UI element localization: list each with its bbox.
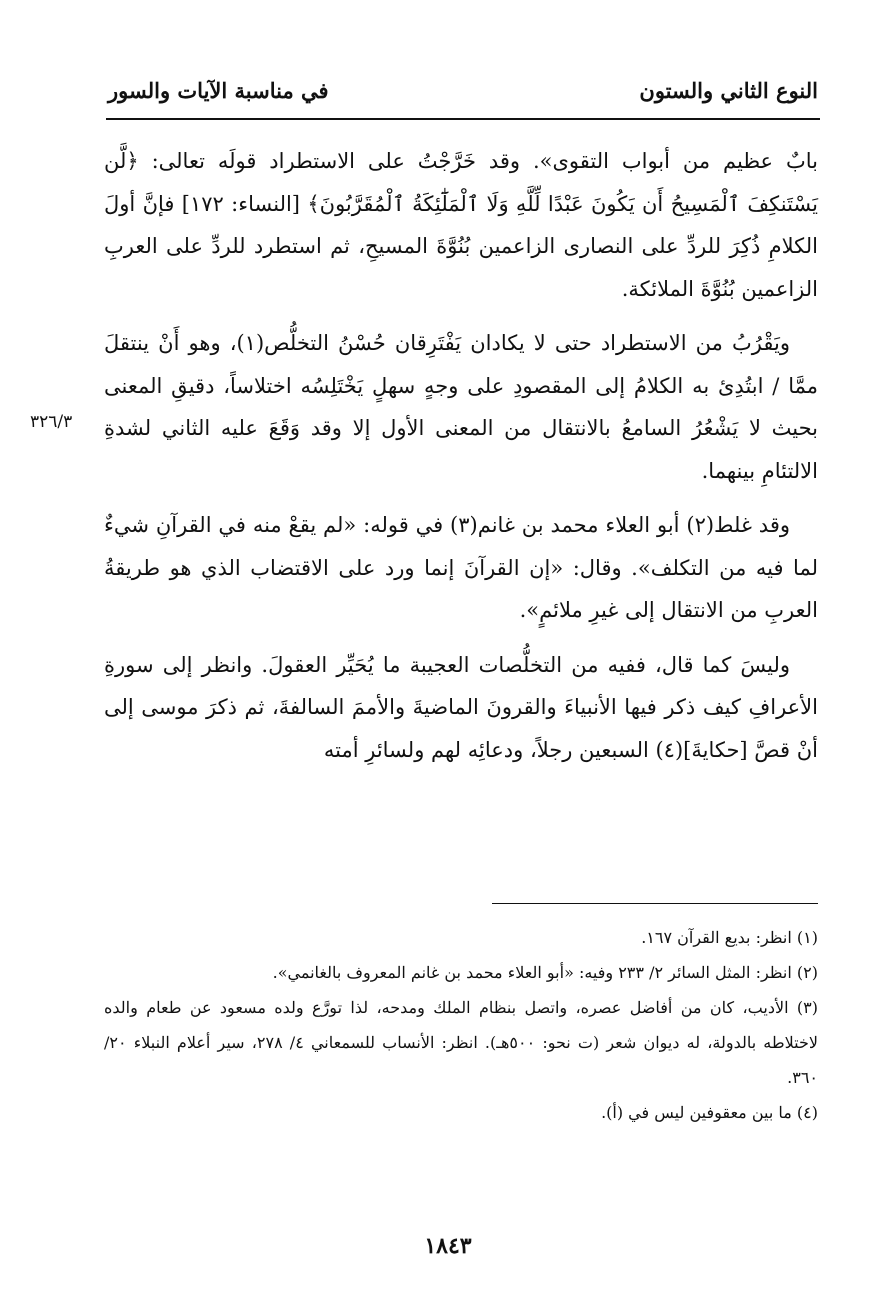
footnote-3: (٣) الأديب، كان من أفاضل عصره، واتصل بنظام الملك ومدحه، لذا تورَّع ولده مسعود عن طعام والده لاختلاطه بالدولة، له ديوان شعر (ت نحو: ٥٠٠هـ). انظر: الأنساب للسمعاني ٤/ ٢٧٨، سير أعلام النبلاء ٢٠/ ٣٦٠. (104, 998, 819, 1087)
margin-page-reference: ٣٢٦/٣ (30, 412, 73, 432)
footnotes (104, 920, 818, 1130)
paragraph-4: وليسَ كما قال، ففيه من التخلُّصات العجيبة ما يُحَيِّر العقولَ. وانظر إلى سورةِ الأعرافِ كيف ذكر فيها الأنبياءَ والقرونَ الماضيةَ والأممَ السالفةَ، ثم ذكرَ موسى إلى أنْ قصَّ [حكايةَ](٤) السبعين رجلاً، ودعائِه لهم ولسائرِ أمته (104, 652, 818, 762)
page-number: ١٨٤٣ (424, 1233, 472, 1259)
paragraph-1: بابٌ عظيم من أبواب التقوى». وقد خَرَّجْتُ على الاستطراد قولَه تعالى: ﴿لَّن يَسْتَنكِفَ ٱلْمَسِيحُ أَن يَكُونَ عَبْدًا لِّلَّهِ وَلَا ٱلْمَلَٰٓئِكَةُ ٱلْمُقَرَّبُونَ﴾ [النساء: ١٧٢] فإنَّ أولَ الكلامِ ذُكِرَ للردِّ على النصارى الزاعمين بُنُوَّةَ المسيحِ، ثم استطرد للردِّ على العربِ الزاعمين بُنُوَّةَ الملائكة. (104, 149, 818, 301)
main-text (104, 140, 818, 783)
footnote-4: (٤) ما بين معقوفين ليس في (أ). (601, 1103, 818, 1122)
footnote-separator (492, 903, 818, 904)
paragraph-3: وقد غلط(٢) أبو العلاء محمد بن غانم(٣) في قوله: «لم يقعْ منه في القرآنِ شيءٌ لما فيه من التكلف». وقال: «إن القرآنَ إنما ورد على الاقتضاب الذي هو طريقةُ العربِ من الانتقال إلى غيرِ ملائمٍ». (104, 513, 818, 622)
section-title: في مناسبة الآيات والسور (108, 78, 329, 103)
paragraph-2: ويَقْرُبُ من الاستطراد حتى لا يكادان يَفْتَرِقان حُسْنُ التخلُّص(١)، وهو أَنْ ينتقلَ ممَّا / ابتُدِئ به الكلامُ إلى المقصودِ على وجهٍ سهلٍ يَخْتَلِسُه اختلاساً، دقيقِ المعنى بحيث لا يَشْعُرُ السامعُ بالانتقال من المعنى الأول إلا وقد وَقَعَ عليه الثاني لشدةِ الالتئامِ بينهما. (104, 331, 818, 483)
header-rule (106, 118, 820, 120)
footnote-2: (٢) انظر: المثل السائر ٢/ ٢٣٣ وفيه: «أبو العلاء محمد بن غانم المعروف بالغانمي». (272, 963, 818, 982)
footnote-1: (١) انظر: بديع القرآن ١٦٧. (641, 928, 818, 947)
chapter-title: النوع الثاني والستون (639, 78, 818, 103)
running-header (108, 78, 818, 114)
